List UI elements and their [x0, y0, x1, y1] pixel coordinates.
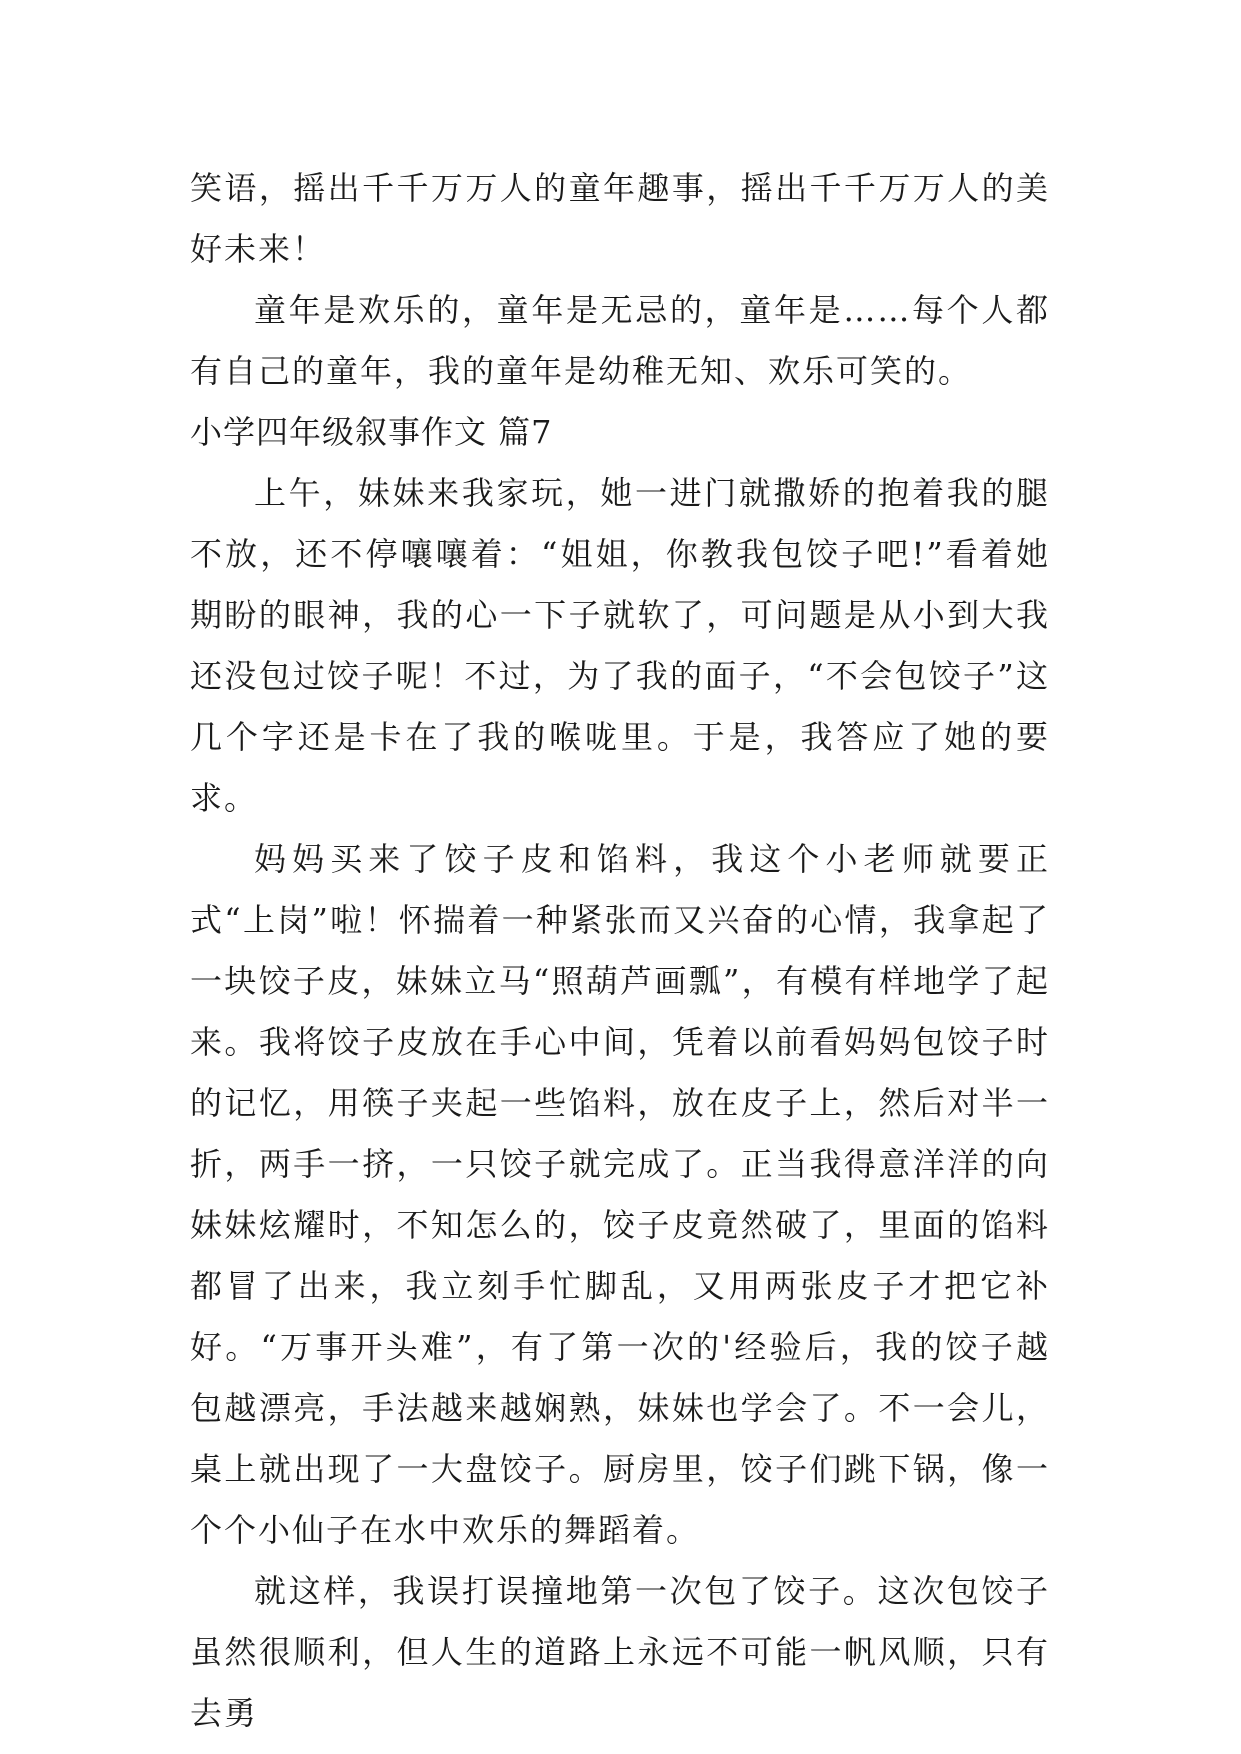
paragraph-continuation: 笑语，摇出千千万万人的童年趣事，摇出千千万万人的美好未来！ [190, 169, 1050, 268]
section-title: 小学四年级叙事作文 篇7 [190, 413, 553, 451]
paragraph-making-dumplings: 妈妈买来了饺子皮和馅料，我这个小老师就要正式“上岗”啦！怀揣着一种紧张而又兴奋的心情，我拿起了一块饺子皮，妹妹立马“照葫芦画瓢”，有模有样地学了起来。我将饺子皮放在手心中间，凭着以前看妈妈包饺子时的记忆，用筷子夹起一些馅料，放在皮子上，然后对半一折，两手一挤，一只饺子就完成了。正当我得意洋洋的向妹妹炫耀时，不知怎么的，饺子皮竟然破了，里面的馅料都冒了出来，我立刻手忙脚乱，又用两张皮子才把它补好。“万事开头难”，有了第一次的'经验后，我的饺子越包越漂亮，手法越来越娴熟，妹妹也学会了。不一会儿，桌上就出现了一大盘饺子。厨房里，饺子们跳下锅，像一个个小仙子在水中欢乐的舞蹈着。 [190, 840, 1050, 1549]
paragraph-sister-visit: 上午，妹妹来我家玩，她一进门就撒娇的抱着我的腿不放，还不停嚷嚷着：“姐姐，你教我包饺子吧!”看着她期盼的眼神，我的心一下子就软了，可问题是从小到大我还没包过饺子呢！不过，为了我的面子，“不会包饺子”这几个字还是卡在了我的喉咙里。于是，我答应了她的要求。 [190, 474, 1050, 817]
paragraph-reflection: 就这样，我误打误撞地第一次包了饺子。这次包饺子虽然很顺利，但人生的道路上永远不可能一帆风顺，只有去勇 [190, 1572, 1050, 1732]
document-body [190, 158, 1050, 1744]
paragraph-childhood-summary: 童年是欢乐的，童年是无忌的，童年是……每个人都有自己的童年，我的童年是幼稚无知、欢乐可笑的。 [190, 291, 1050, 390]
